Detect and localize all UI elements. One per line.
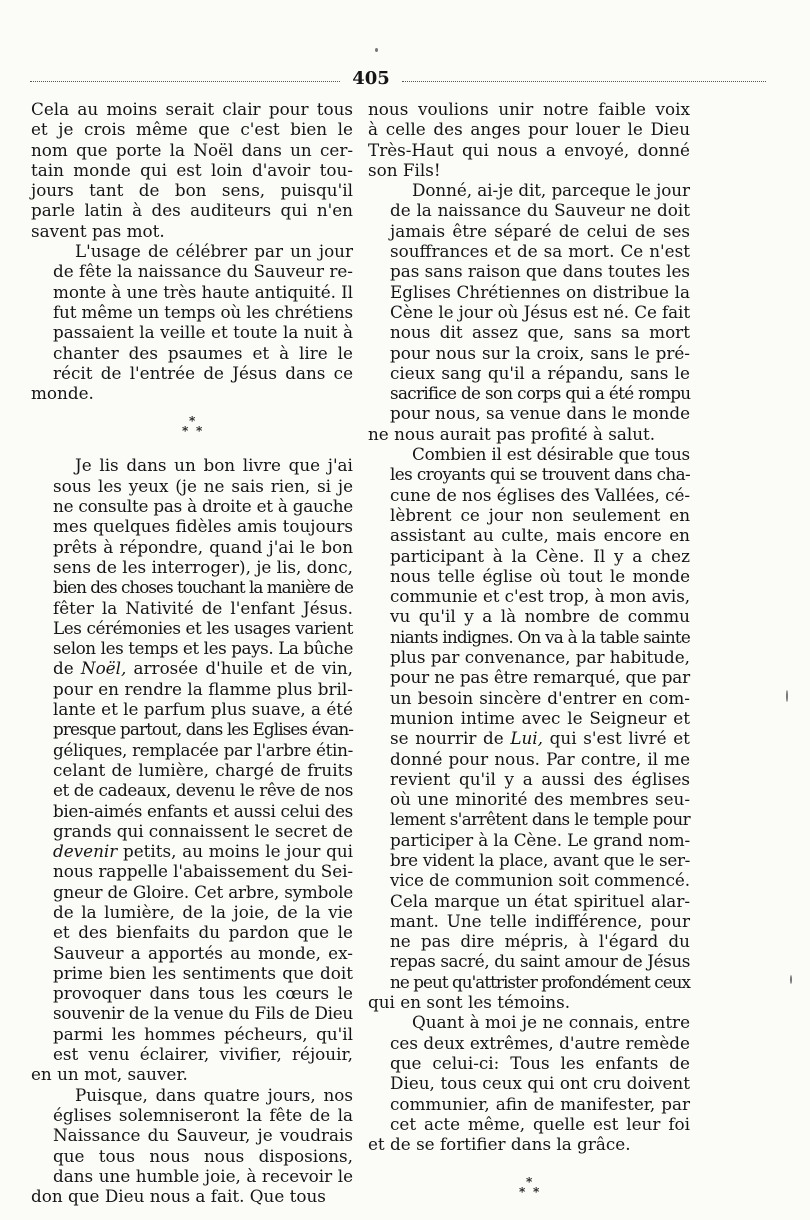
- text-line: plus par convenance, par habitude,: [390, 647, 690, 668]
- paragraph: [31, 241, 353, 403]
- text-line: parmi les hommes pécheurs, qu'il: [53, 1023, 354, 1044]
- text-line: Cela marque un état spirituel alar-: [390, 890, 691, 911]
- header-rule-right: [402, 81, 766, 82]
- text-line: gneur de Gloire. Cet arbre, symbole: [53, 881, 353, 902]
- text-line: de fête la naissance du Sauveur re-: [53, 261, 353, 282]
- text-line: monte à une très haute antiquité. Il: [53, 281, 353, 302]
- text-line: chanter des psaumes et à lire le: [53, 342, 353, 363]
- paragraph: [31, 1085, 353, 1207]
- text-line: parle latin à des auditeurs qui n'en: [31, 200, 353, 221]
- text-line: récit de l'entrée de Jésus dans ce: [53, 362, 354, 383]
- text-line: Les cérémonies et les usages varient: [53, 617, 353, 638]
- text-line: et je crois même que c'est bien le: [31, 119, 353, 140]
- closing-asterism: [368, 1170, 690, 1210]
- text-line: mant. Une telle indifférence, pour: [390, 910, 690, 931]
- section-asterism: [31, 409, 353, 449]
- text-line: tain monde qui est loin d'avoir tou-: [31, 159, 353, 180]
- text-line: Eglises Chrétiennes on distribue la: [390, 281, 690, 302]
- text-line: Puisque, dans quatre jours, nos: [75, 1084, 353, 1105]
- text-line: prime bien les sentiments que doit: [53, 962, 354, 983]
- asterism-star: *: [533, 1185, 540, 1200]
- text-line: ne peut qu'attrister profondément ceux: [390, 971, 691, 992]
- text-line: de Noël, arrosée d'huile et de vin,: [53, 658, 353, 679]
- text-line: qui en sont les témoins.: [368, 992, 571, 1013]
- text-line: communie et c'est trop, à mon avis,: [390, 586, 690, 607]
- text-line: sous les yeux (je ne sais rien, si je: [53, 475, 354, 496]
- paragraph: [368, 1012, 690, 1154]
- text-line: Combien il est désirable que tous: [412, 444, 690, 465]
- paragraph: [368, 99, 690, 180]
- paper-speck: [790, 975, 792, 984]
- text-line: participer à la Cène. Le grand nom-: [390, 829, 691, 850]
- text-line: Donné, ai-je dit, parceque le jour: [412, 180, 690, 201]
- paragraph: [368, 444, 690, 1012]
- text-line: souffrances et de sa mort. Ce n'est: [390, 241, 690, 262]
- text-line: fut même un temps où les chrétiens: [53, 301, 353, 322]
- text-line: bien-aimés enfants et aussi celui des: [53, 800, 353, 821]
- text-line: selon les temps et les pays. La bûche: [53, 638, 353, 659]
- text-line: savent pas mot.: [31, 220, 165, 241]
- text-line: nous rappelle l'abaissement du Sei-: [53, 861, 353, 882]
- paper-speck: [375, 48, 378, 52]
- text-line: Quant à moi je ne connais, entre: [412, 1012, 691, 1033]
- text-line: devenir petits, au moins le jour qui: [53, 841, 354, 862]
- text-line: cune de nos églises des Vallées, cé-: [390, 484, 690, 505]
- text-line: jours tant de bon sens, puisqu'il: [31, 180, 353, 201]
- asterism-star: *: [189, 414, 196, 429]
- text-line: bien des choses touchant la manière de: [53, 577, 353, 598]
- text-line: ne nous aurait pas profité à salut.: [368, 423, 656, 444]
- text-line: Sauveur a apportés au monde, ex-: [53, 942, 353, 963]
- text-line: Très-Haut qui nous a envoyé, donné: [368, 139, 690, 160]
- text-line: mes quelques fidèles amis toujours: [53, 516, 354, 537]
- text-line: repas sacré, du saint amour de Jésus: [390, 951, 690, 972]
- text-line: géliques, remplacée par l'arbre étin-: [53, 739, 353, 760]
- text-line: grands qui connaissent le secret de: [53, 820, 353, 841]
- text-line: lante et le parfum plus suave, a été: [53, 699, 353, 720]
- text-line: pour ne pas être remarqué, que par: [390, 667, 691, 688]
- text-line: pas sans raison que dans toutes les: [390, 261, 690, 282]
- text-line: cet acte même, quelle est leur foi: [390, 1113, 690, 1134]
- text-line: fêter la Nativité de l'enfant Jésus.: [53, 597, 353, 618]
- text-line: Je lis dans un bon livre que j'ai: [75, 455, 353, 476]
- page-number: 405: [352, 68, 390, 89]
- left-column: [31, 99, 353, 1206]
- text-line: nom que porte la Noël dans un cer-: [31, 139, 354, 160]
- asterism-star: *: [526, 1175, 533, 1190]
- text-line: Cène le jour où Jésus est né. Ce fait: [390, 301, 690, 322]
- text-line: églises solemniseront la fête de la: [53, 1104, 353, 1125]
- text-line: nous voulions unir notre faible voix: [368, 99, 690, 119]
- text-line: vice de communion soit commencé.: [390, 870, 690, 891]
- text-line: ces deux extrêmes, d'autre remède: [390, 1032, 690, 1053]
- text-line: vu qu'il y a là nombre de commu: [390, 606, 690, 627]
- text-line: que celui-ci: Tous les enfants de: [390, 1052, 690, 1073]
- text-line: où une minorité des membres seu-: [390, 789, 691, 810]
- asterism-star: *: [182, 424, 189, 439]
- text-line: jamais être séparé de celui de ses: [390, 220, 690, 241]
- text-line: pour en rendre la flamme plus bril-: [53, 678, 353, 699]
- text-line: pour nous, sa venue dans le monde: [390, 403, 690, 424]
- text-line: presque partout, dans les Eglises évan-: [53, 719, 354, 740]
- text-line: à celle des anges pour louer le Dieu: [368, 119, 691, 140]
- asterism-star: *: [519, 1185, 526, 1200]
- text-line: sacrifice de son corps qui a été rompu: [390, 383, 691, 404]
- text-line: en un mot, sauver.: [31, 1064, 188, 1085]
- text-line: don que Dieu nous a fait. Que tous: [31, 1186, 326, 1207]
- text-line: de la lumière, de la joie, de la vie: [53, 901, 353, 922]
- text-line: est venu éclairer, vivifier, réjouir,: [53, 1044, 353, 1065]
- text-line: monde.: [31, 383, 94, 404]
- paragraph: [368, 180, 690, 444]
- text-line: munion intime avec le Seigneur et: [390, 707, 690, 728]
- text-line: ne pas dire mépris, à l'égard du: [390, 931, 690, 952]
- text-line: lèbrent ce jour non seulement en: [390, 504, 691, 525]
- text-line: et des bienfaits du pardon que le: [53, 922, 353, 943]
- text-line: niants indignes. On va à la table sainte: [390, 626, 690, 647]
- text-line: que tous nous nous disposions,: [53, 1145, 353, 1166]
- text-line: de la naissance du Sauveur ne doit: [390, 200, 690, 221]
- text-line: et de cadeaux, devenu le rêve de nos: [53, 780, 353, 801]
- text-line: bre vident la place, avant que le ser-: [390, 849, 691, 870]
- text-line: prêts à répondre, quand j'ai le bon: [53, 536, 354, 557]
- paragraph: [31, 99, 353, 241]
- text-line: assistant au culte, mais encore en: [390, 525, 690, 546]
- text-line: nous telle église où tout le monde: [390, 565, 691, 586]
- text-line: participant à la Cène. Il y a chez: [390, 545, 690, 566]
- text-line: sens de les interroger), je lis, donc,: [53, 556, 353, 577]
- text-line: cieux sang qu'il a répandu, sans le: [390, 362, 690, 383]
- text-line: donné pour nous. Par contre, il me: [390, 748, 691, 769]
- text-line: les croyants qui se trouvent dans cha-: [390, 464, 691, 485]
- text-line: L'usage de célébrer par un jour: [75, 241, 353, 262]
- text-line: lement s'arrêtent dans le temple pour: [390, 809, 690, 830]
- text-line: passaient la veille et toute la nuit à: [53, 322, 353, 343]
- text-line: son Fils!: [368, 159, 441, 180]
- paper-speck: [786, 690, 788, 702]
- text-line: se nourrir de Lui, qui s'est livré et: [390, 728, 690, 749]
- text-line: nous dit assez que, sans sa mort: [390, 322, 690, 343]
- text-line: celant de lumière, chargé de fruits: [53, 759, 353, 780]
- text-line: Dieu, tous ceux qui ont cru doivent: [390, 1073, 690, 1094]
- text-line: dans une humble joie, à recevoir le: [53, 1165, 354, 1186]
- text-line: revient qu'il y a aussi des églises: [390, 768, 690, 789]
- paragraph: [31, 455, 353, 1084]
- text-line: un besoin sincère d'entrer en com-: [390, 687, 690, 708]
- text-line: Cela au moins serait clair pour tous: [31, 99, 354, 119]
- text-line: Naissance du Sauveur, je voudrais: [53, 1125, 353, 1146]
- text-line: pour nous sur la croix, sans le pré-: [390, 342, 690, 363]
- page-header: [30, 66, 766, 90]
- text-line: souvenir de la venue du Fils de Dieu: [53, 1003, 353, 1024]
- right-column: [368, 99, 690, 1210]
- asterism-star: *: [196, 424, 203, 439]
- text-line: provoquer dans tous les cœurs le: [53, 983, 353, 1004]
- text-line: ne consulte pas à droite et à gauche: [53, 496, 354, 517]
- text-line: et de se fortifier dans la grâce.: [368, 1134, 631, 1155]
- text-line: communier, afin de manifester, par: [390, 1093, 690, 1114]
- header-rule-left: [30, 81, 340, 82]
